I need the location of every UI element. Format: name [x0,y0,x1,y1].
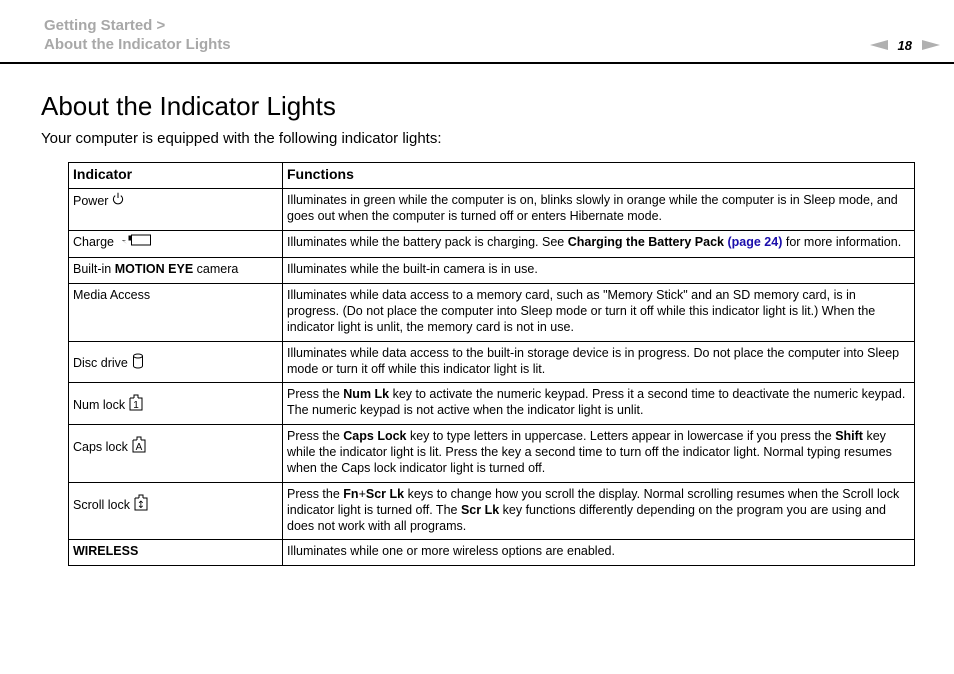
page-title: About the Indicator Lights [41,91,336,121]
indicator-cell [69,383,283,425]
table-header-row [69,163,915,189]
indicator-cell [69,342,283,383]
table-row [69,231,915,258]
scroll-lock-icon [134,494,148,515]
breadcrumb [44,16,231,54]
indicator-name: Disc drive [73,356,128,370]
indicator-table [68,162,915,566]
indicator-cell: Media Access [69,284,283,342]
indicator-name: Charge [73,235,114,249]
caps-lock-icon [132,436,146,457]
indicator-cell: Built-in MOTION EYE camera [69,258,283,284]
column-header-indicator: Indicator [69,163,283,189]
key-name: Scr Lk [365,487,405,501]
key-name: Num Lk [343,387,390,401]
function-cell: Illuminates while the battery pack is charging. See Charging the Battery Pack (page 24) for more information. [283,231,915,258]
indicator-cell [69,483,283,540]
function-cell: Illuminates while the built-in camera is in use. [283,258,915,284]
indicator-name: Caps lock [73,439,128,454]
breadcrumb-current-page: About the Indicator Lights [44,36,231,53]
page-navigation [870,37,940,53]
indicator-name: Num lock [73,397,126,412]
function-cell: Illuminates in green while the computer is on, blinks slowly in orange while the computer is in Sleep mode, and goes out when the computer is turned off or enters Hibernate mode. [283,189,915,231]
indicator-cell [69,189,283,231]
indicator-name: WIRELESS [73,544,139,558]
table-row [69,483,915,540]
function-cell: Illuminates while data access to a memory card, such as "Memory Stick" and an SD memory card, is in progress. (Do not place the computer into Sleep mode or turn it off while this indicator light is lit.) When the indicator light is unlit, the memory card is not in use. [283,284,915,342]
charge-battery-icon [118,234,152,250]
function-cell: Press the Fn+Scr Lk keys to change how you scroll the display. Normal scrolling resumes when the Scroll lock indicator light is turned off. The Scr Lk key functions differently depending on the program you are using and does not work with all programs. [283,483,915,540]
table-row [69,189,915,231]
svg-text:1: 1 [133,400,139,411]
key-name: Shift [835,429,863,443]
indicator-cell [69,540,283,566]
indicator-name: Power [73,193,109,208]
header-divider [0,62,954,64]
power-icon [112,192,124,209]
disc-drive-icon [132,353,144,373]
page-header [0,0,954,64]
cross-reference-title: Charging the Battery Pack [567,235,724,249]
table-row [69,342,915,383]
table-row [69,383,915,425]
indicator-name: Scroll lock [73,497,130,512]
function-cell: Illuminates while data access to the built-in storage device is in progress. Do not place the computer into Sleep mode or turn it off while this indicator light is lit. [283,342,915,383]
column-header-functions: Functions [283,163,915,189]
page-number: 18 [897,37,912,53]
table-row [69,425,915,483]
function-cell: Press the Num Lk key to activate the numeric keypad. Press it a second time to deactivate the numeric keypad. The numeric keypad is not active when the indicator light is unlit. [283,383,915,425]
function-cell: Press the Caps Lock key to type letters in uppercase. Letters appear in lowercase if you press the Shift key while the indicator light is lit. Press the key a second time to turn off the indicator light. Normal typing resumes when the Caps lock indicator light is turned off. [283,425,915,483]
next-page-arrow-icon[interactable] [922,40,940,50]
breadcrumb-section-link[interactable]: Getting Started > [44,17,166,34]
key-name: Caps Lock [343,429,407,443]
page-24-link[interactable]: (page 24) [727,235,783,249]
indicator-cell [69,425,283,483]
table-row [69,540,915,566]
num-lock-icon [129,394,143,415]
indicator-cell [69,231,283,258]
intro-text: Your computer is equipped with the following indicator lights: [41,130,442,147]
svg-text:A: A [135,442,143,453]
table-row [69,258,915,284]
previous-page-arrow-icon[interactable] [870,40,888,50]
svg-text:↕: ↕ [136,500,146,511]
key-name: Fn [343,487,359,501]
key-name: Scr Lk [460,503,500,517]
function-cell: Illuminates while one or more wireless options are enabled. [283,540,915,566]
table-row [69,284,915,342]
